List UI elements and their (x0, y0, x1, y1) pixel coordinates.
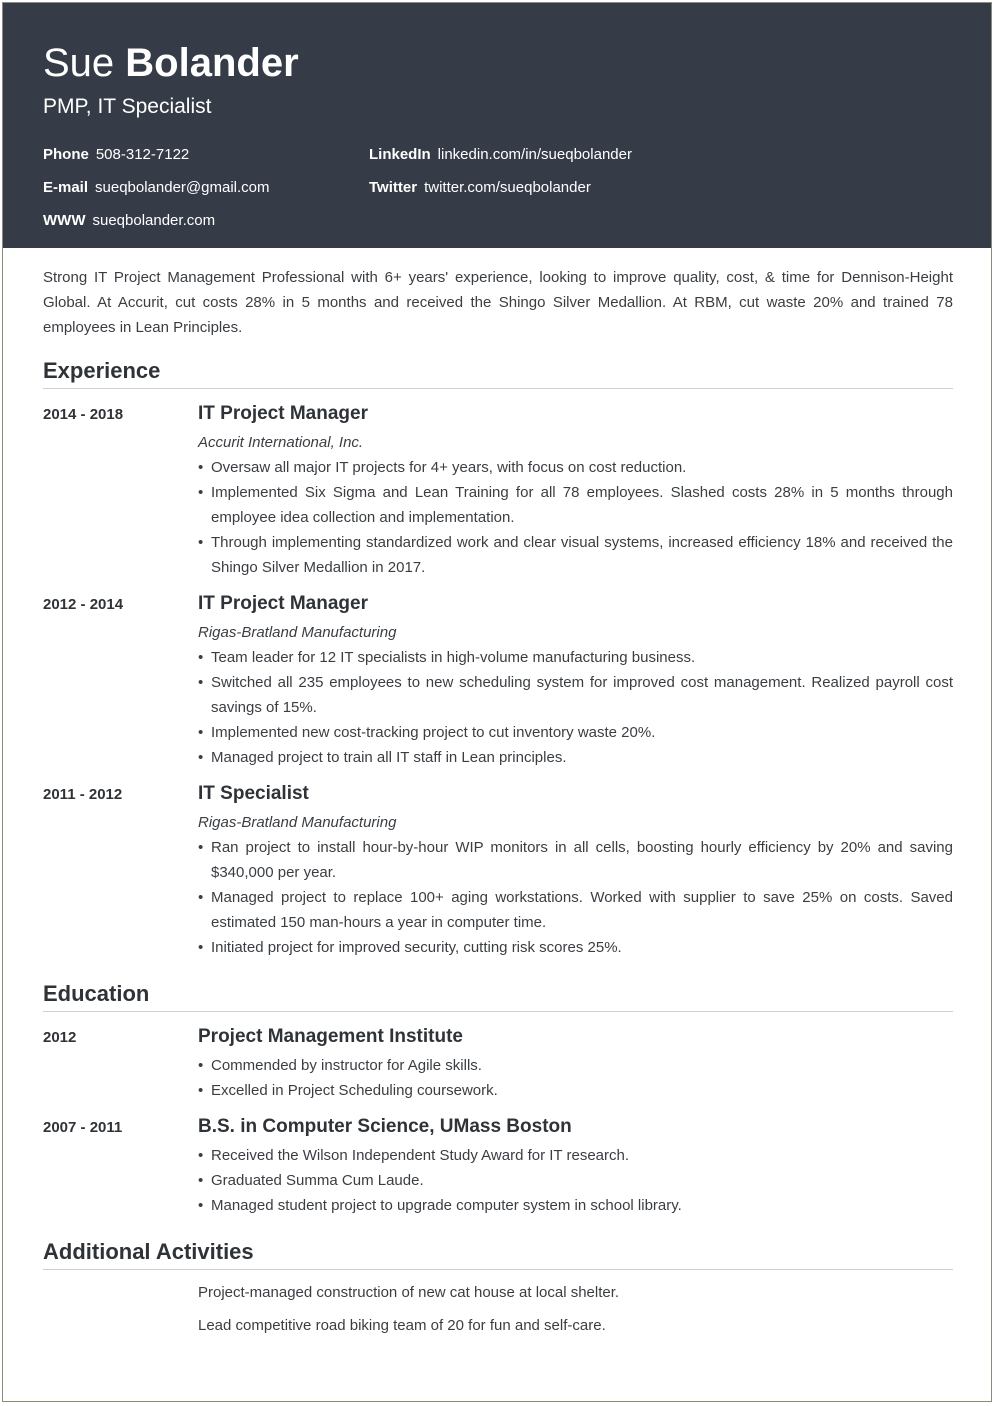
twitter-link[interactable]: twitter.com/sueqbolander (424, 179, 591, 196)
bullet-item: • Received the Wilson Independent Study Award for IT research. (198, 1143, 953, 1168)
bullet-item: • Managed student project to upgrade computer system in school library. (198, 1193, 953, 1218)
job-role: IT Project Manager (198, 403, 368, 424)
contact-label: LinkedIn (369, 146, 431, 163)
job-company: Rigas-Bratland Manufacturing (198, 624, 397, 641)
education-bullets (198, 1053, 953, 1103)
contact-linkedin (369, 145, 632, 165)
bullet-item: • Managed project to replace 100+ aging workstations. Worked with supplier to save 25% on costs. Saved estimated 150 man-hours a year in computer time. (198, 885, 953, 935)
activity-item: Project-managed construction of new cat house at local shelter. (198, 1284, 620, 1301)
phone-value: 508-312-7122 (95, 146, 190, 163)
full-name (43, 39, 299, 87)
contact-phone (43, 145, 189, 165)
section-title-activities: Additional Activities (43, 1237, 953, 1270)
bullet-item: • Excelled in Project Scheduling coursework. (198, 1078, 953, 1103)
contact-label: Twitter (369, 179, 418, 196)
education-title: Project Management Institute (198, 1026, 463, 1047)
website-link[interactable]: sueqbolander.com (92, 212, 216, 229)
linkedin-link[interactable]: linkedin.com/in/sueqbolander (437, 146, 632, 163)
job-company: Accurit International, Inc. (198, 434, 364, 451)
contact-label: WWW (43, 212, 86, 229)
job-bullets (198, 645, 953, 770)
activity-item: Lead competitive road biking team of 20 for fun and self-care. (198, 1317, 606, 1334)
education-dates: 2012 (43, 1029, 77, 1046)
bullet-item: • Commended by instructor for Agile skills. (198, 1053, 953, 1078)
job-dates: 2011 - 2012 (43, 786, 123, 803)
last-name: Bolander (125, 41, 299, 85)
contact-www (43, 211, 215, 231)
job-role: IT Specialist (198, 783, 309, 804)
job-role: IT Project Manager (198, 593, 368, 614)
contact-label: E-mail (43, 179, 89, 196)
job-details (198, 785, 953, 960)
education-dates: 2007 - 2011 (43, 1119, 123, 1136)
contact-label: Phone (43, 146, 89, 163)
first-name: Sue (43, 41, 115, 85)
email-link[interactable]: sueqbolander@gmail.com (95, 179, 270, 196)
education-details (198, 1118, 953, 1218)
job-details (198, 595, 953, 770)
professional-title: PMP, IT Specialist (43, 95, 212, 118)
job-dates: 2012 - 2014 (43, 596, 124, 613)
job-details (198, 405, 953, 580)
bullet-item: • Team leader for 12 IT specialists in high-volume manufacturing business. (198, 645, 953, 670)
contact-twitter (369, 178, 591, 198)
job-company: Rigas-Bratland Manufacturing (198, 814, 397, 831)
bullet-item: • Through implementing standardized work and clear visual systems, increased efficiency 18% and received the Shingo Silver Medallion in 2017. (198, 530, 953, 580)
bullet-item: • Initiated project for improved security, cutting risk scores 25%. (198, 935, 953, 960)
job-dates: 2014 - 2018 (43, 406, 124, 423)
summary-paragraph: Strong IT Project Management Professional with 6+ years' experience, looking to improve quality, cost, & time for Dennison-Height Global. At Accurit, cut costs 28% in 5 months and received the Shingo Silver Medallion. At RBM, cut waste 20% and trained 78 employees in Lean Principles. (43, 269, 953, 336)
resume-header (3, 3, 991, 248)
education-bullets (198, 1143, 953, 1218)
bullet-item: • Managed project to train all IT staff in Lean principles. (198, 745, 953, 770)
bullet-item: • Implemented new cost-tracking project to cut inventory waste 20%. (198, 720, 953, 745)
contact-email (43, 178, 270, 198)
section-title-education: Education (43, 979, 953, 1012)
bullet-item: • Ran project to install hour-by-hour WIP monitors in all cells, boosting hourly efficiency by 20% and saving $340,000 per year. (198, 835, 953, 885)
bullet-item: • Switched all 235 employees to new scheduling system for improved cost management. Realized payroll cost savings of 15%. (198, 670, 953, 720)
bullet-item: • Graduated Summa Cum Laude. (198, 1168, 953, 1193)
education-title: B.S. in Computer Science, UMass Boston (198, 1116, 572, 1137)
education-details (198, 1028, 953, 1103)
resume-page (2, 2, 992, 1402)
job-bullets (198, 455, 953, 580)
bullet-item: • Implemented Six Sigma and Lean Training for all 78 employees. Slashed costs 28% in 5 months through employee idea collection and implementation. (198, 480, 953, 530)
bullet-item: • Oversaw all major IT projects for 4+ years, with focus on cost reduction. (198, 455, 953, 480)
job-bullets (198, 835, 953, 960)
section-title-experience: Experience (43, 356, 953, 389)
